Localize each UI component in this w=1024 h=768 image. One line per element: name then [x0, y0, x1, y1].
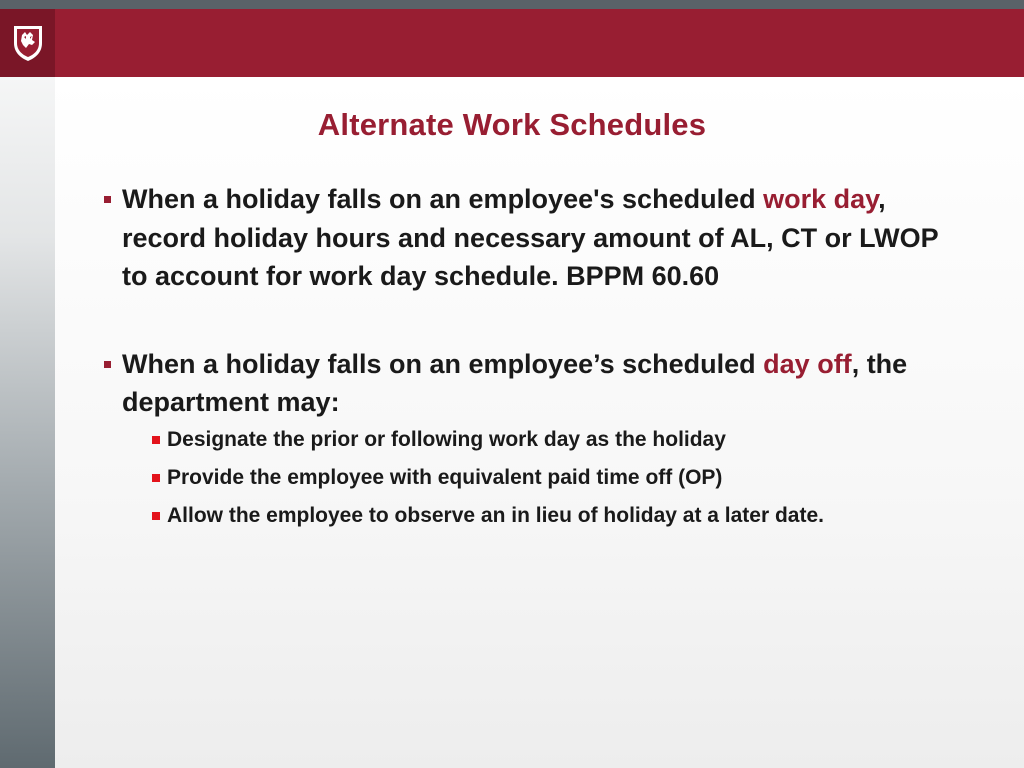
highlight-work-day: work day	[763, 184, 879, 214]
sub-bullet-list	[102, 424, 962, 532]
square-bullet-icon	[152, 474, 160, 482]
highlight-day-off: day off	[763, 348, 852, 379]
square-bullet-icon	[104, 361, 111, 368]
top-strip	[0, 0, 1024, 9]
sub-bullet-item: Provide the employee with equivalent paid time off (OP)	[102, 462, 962, 494]
square-bullet-icon	[104, 196, 111, 203]
bullet-day-off: When a holiday falls on an employee’s scheduled day off, the department may:	[102, 345, 962, 422]
header-bar	[55, 9, 1024, 77]
logo-box	[0, 9, 55, 77]
bullet-list	[102, 180, 962, 538]
sub-bullet-item: Allow the employee to observe an in lieu of holiday at a later date.	[102, 500, 962, 532]
sub-bullet-item: Designate the prior or following work day as the holiday	[102, 424, 962, 456]
square-bullet-icon	[152, 436, 160, 444]
square-bullet-icon	[152, 512, 160, 520]
slide-title: Alternate Work Schedules	[317, 107, 707, 142]
cougar-shield-icon	[11, 23, 45, 63]
bullet-work-day: When a holiday falls on an employee's scheduled work day, record holiday hours and necessary amount of AL, CT or LWOP to account for work day schedule. BPPM 60.60	[102, 180, 962, 296]
